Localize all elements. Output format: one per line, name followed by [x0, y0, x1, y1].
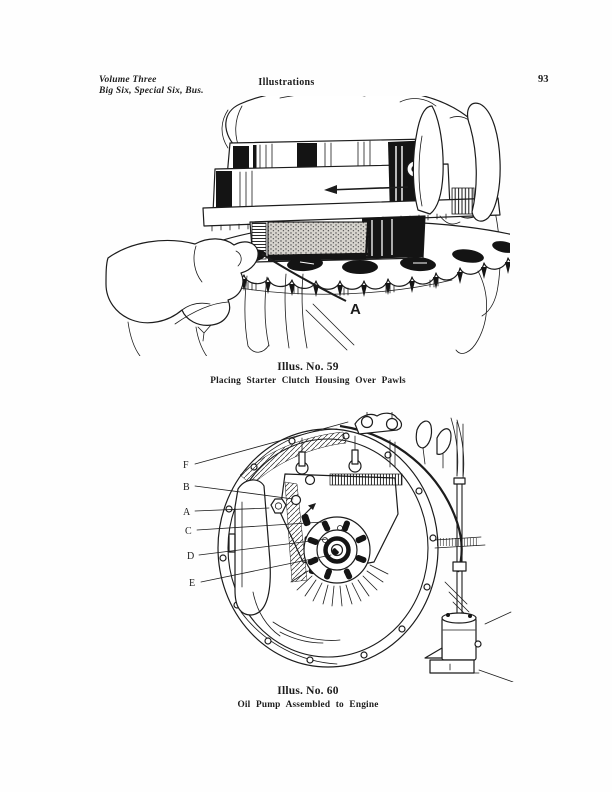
callout-b-label: B: [183, 482, 190, 493]
illus-60-drawing: [145, 412, 515, 682]
figure-60-caption-title: Illus. No. 60: [277, 685, 339, 697]
callout-c-label: C: [185, 526, 192, 537]
oil-pump-body: [425, 612, 513, 682]
pawl-window: [268, 222, 368, 256]
header-volume-line2: Big Six, Special Six, Bus.: [99, 85, 204, 96]
figure-60-caption-subtitle: Oil Pump Assembled to Engine: [237, 700, 379, 710]
callout-f-label: F: [183, 460, 189, 471]
callout-a-label: A: [350, 301, 361, 318]
callout-d-label: D: [187, 551, 195, 562]
lower-hand: [106, 239, 258, 356]
header-volume-line1: Volume Three: [99, 75, 157, 85]
figure-59-caption-title: Illus. No. 59: [277, 361, 339, 373]
callout-a2-label: A: [183, 507, 191, 518]
illus-59-drawing: [100, 96, 510, 356]
figure-59: [100, 96, 510, 356]
figure-59-caption-subtitle: Placing Starter Clutch Housing Over Pawls: [210, 376, 406, 386]
figure-60: [145, 412, 515, 682]
header-section-title: Illustrations: [258, 77, 315, 88]
web-opening: [235, 480, 270, 615]
header-page-number: 93: [538, 74, 549, 85]
callout-e-label: E: [189, 578, 196, 589]
